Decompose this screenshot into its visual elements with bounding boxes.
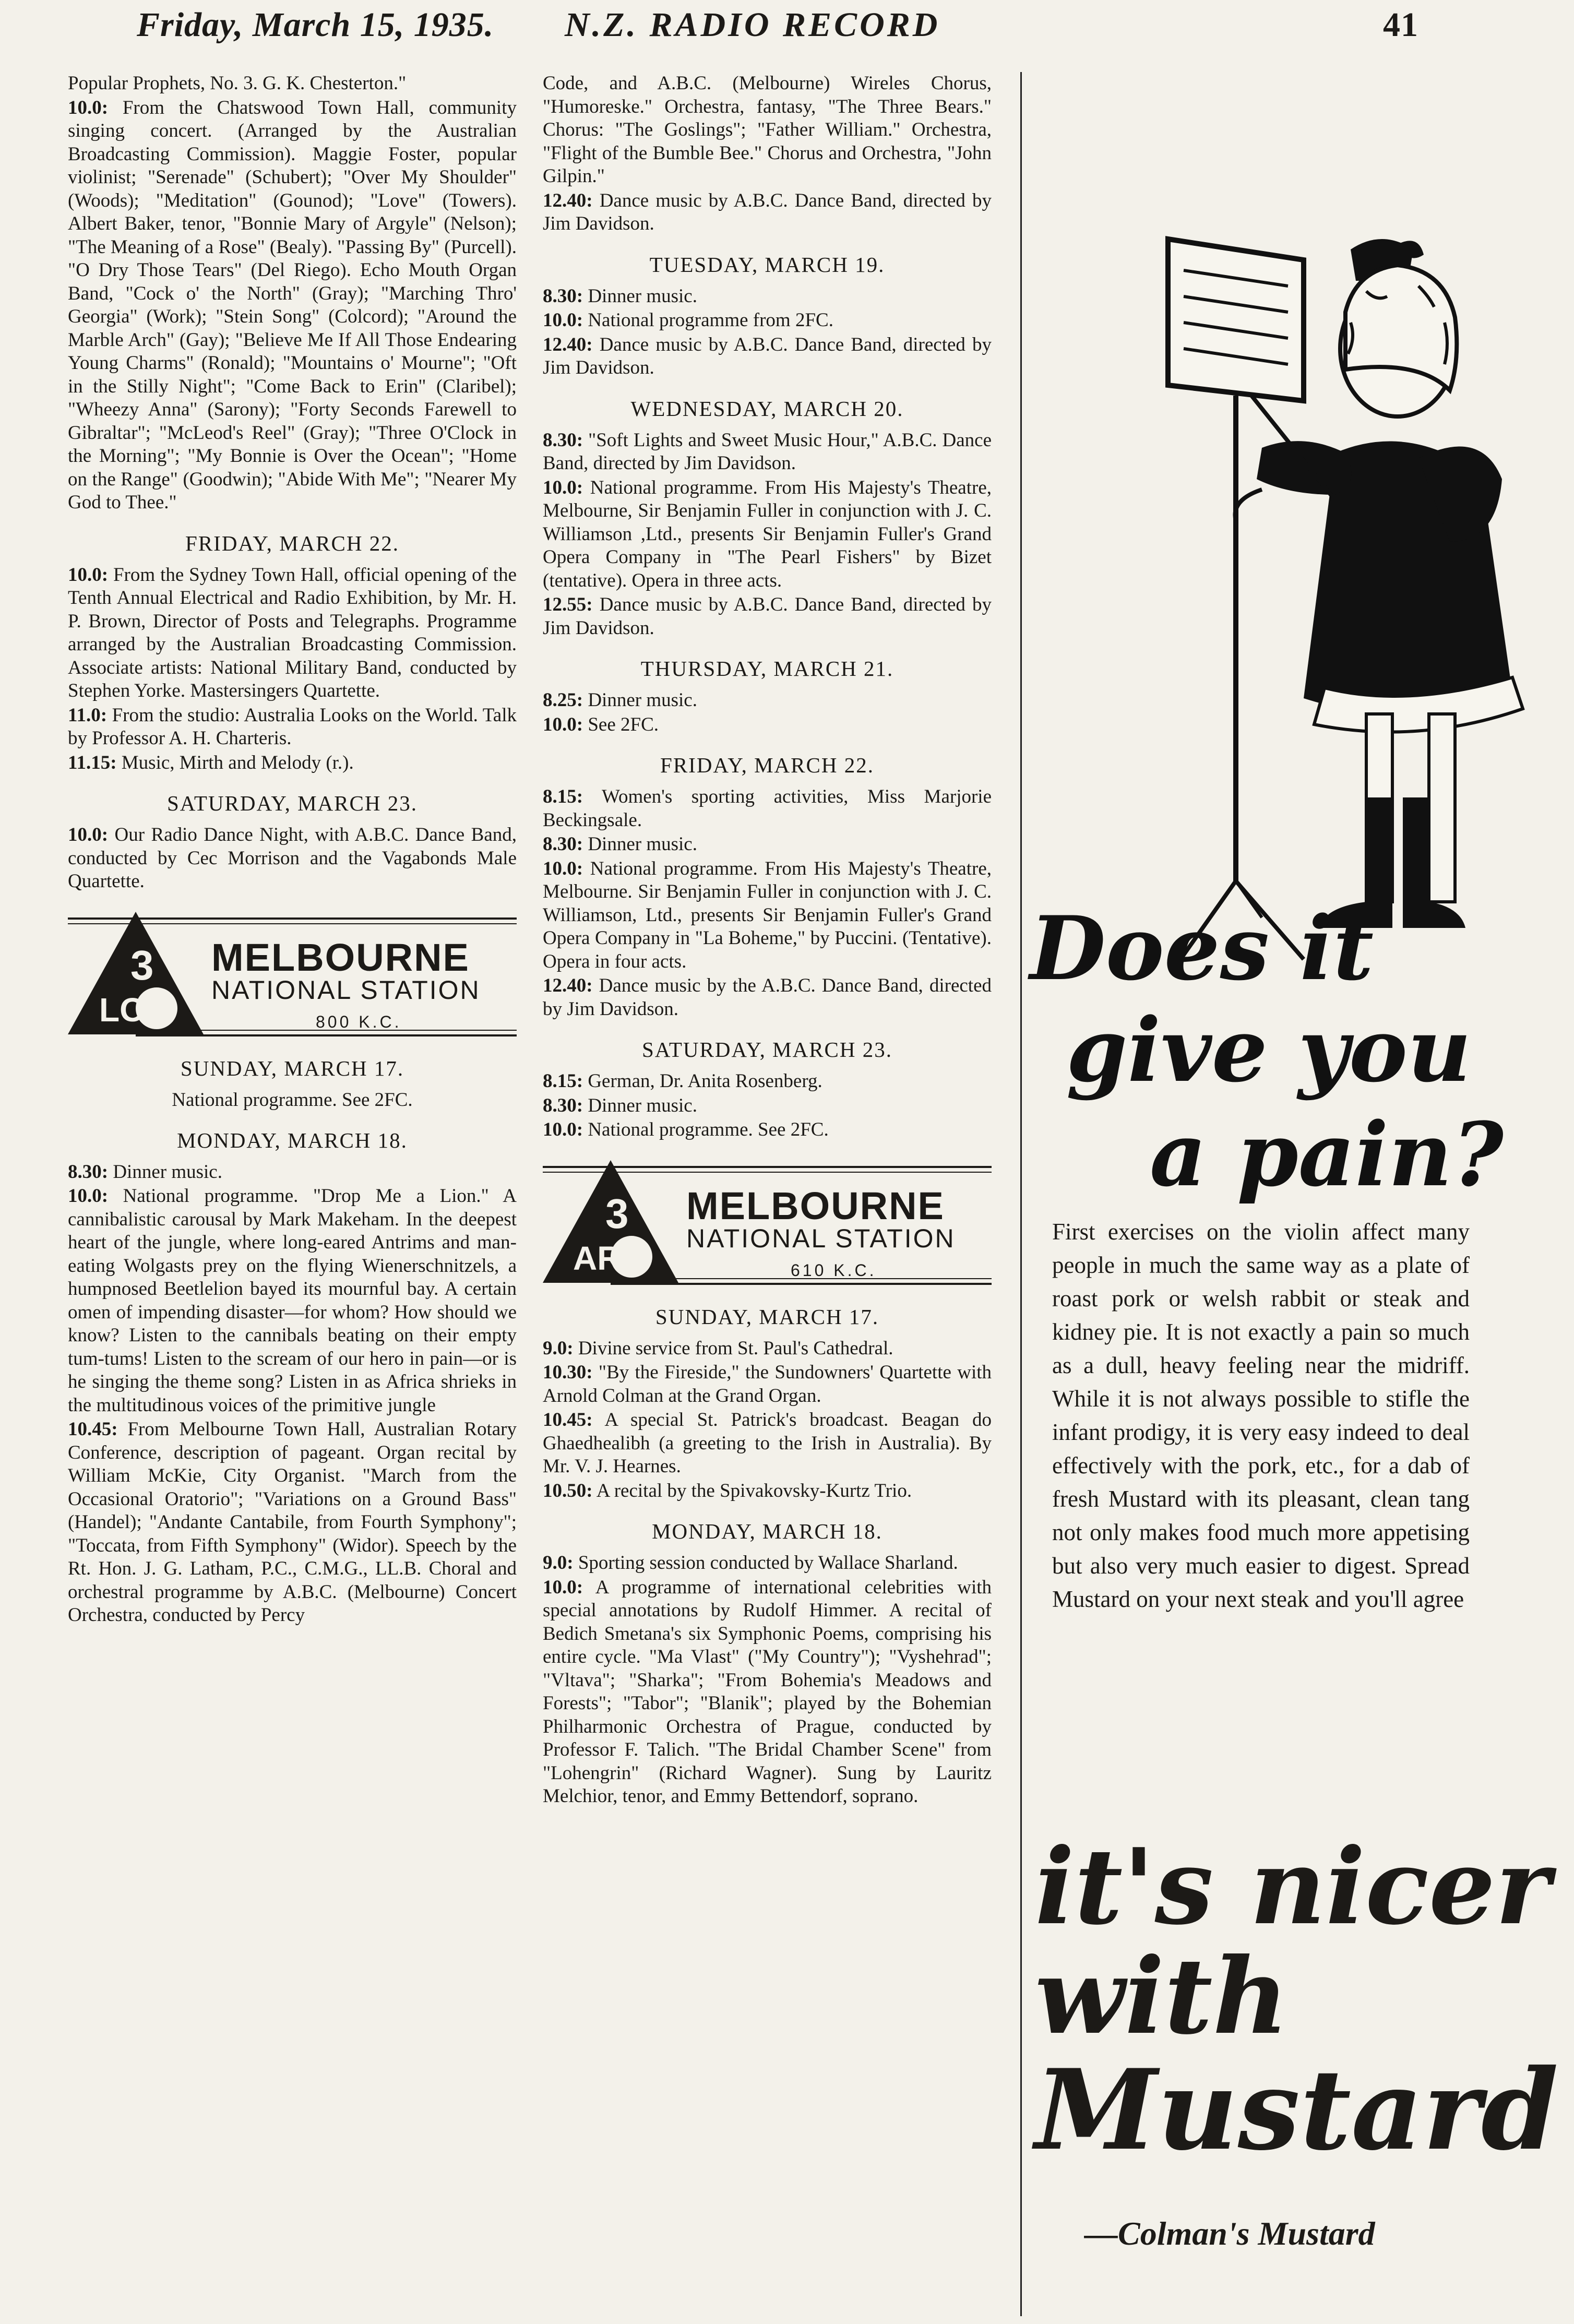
day-heading: TUESDAY, MARCH 19. [649,252,885,277]
programme-time: 10.0: [543,476,583,498]
continued-listings [543,72,992,236]
programme-entry [543,1337,992,1361]
column-1 [68,72,517,1628]
programme-time: 10.30: [543,1362,593,1383]
programme-entry [543,785,992,832]
programme-entry [543,1552,992,1575]
programme-entry [68,1161,517,1184]
programme-text: "By the Fireside," the Sundowners' Quartette with Arnold Colman at the Grand Organ. [543,1362,992,1407]
monday-listings [68,1161,517,1627]
programme-text: Sporting session conducted by Wallace Sharland. [578,1552,958,1574]
ad-headline-line-1: Does it [1030,897,1374,1000]
programme-entry [543,429,992,475]
station-frequency: 800 K.C. [316,1012,402,1031]
ad-headline-line-2: give you [1066,998,1472,1102]
day-heading: SUNDAY, MARCH 17. [655,1304,879,1329]
publication-title: N.Z. RADIO RECORD [565,6,940,44]
programme-time: 12.55: [543,594,593,615]
saturday-listings [543,1070,992,1142]
station-logo-3ar [543,1158,992,1288]
programme-entry [543,1070,992,1093]
programme-time: 10.0: [543,309,583,331]
programme-text: See 2FC. [588,713,659,735]
day-heading: MONDAY, MARCH 18. [652,1519,883,1543]
ad-signature: —Colman's Mustard [1084,2215,1375,2252]
station-logo-3lo [68,909,517,1040]
programme-text: Code, and A.B.C. (Melbourne) Wireles Chorus, "Humoreske." Orchestra, fantasy, "The Three Bears." Chorus: "The Goslings"; "Father William." Orchestra, "Flight of the Bumble Bee." Chorus and Orchestra, "John Gilpin." [543,73,992,187]
day-heading: SUNDAY, MARCH 17. [180,1056,404,1080]
programme-entry [543,974,992,1021]
programme-time: 10.50: [543,1480,593,1501]
day-heading: FRIDAY, MARCH 22. [660,753,874,777]
ad-slogan-line-3: Mustard [1035,2045,1559,2175]
programme-text: From the Chatswood Town Hall, community singing concert. (Arranged by the Australian Broadcasting Commission). Maggie Foster, popular violinist; "Serenade" (Schubert); "Over My Shoulder" (Woods); "Meditation" (Gounod); "Love" (Towers). Albert Baker, tenor, "Bonnie Mary of Argyle" (Nelson); "The Meaning of a Rose" (Bealy). "Passing By" (Purcell). "O Dry Those Tears" (Del Riego). Echo Mouth Organ Band, "Cock o' the North" (Gray); "Marching Thro' Georgia" (Work); "Stein Song" (Colcord); "Around the Marble Arch" (Gay); "Believe Me If All Those Endearing Young Charms" (Ronald); "Mountains o' Mourne"; "Oft in the Stilly Night"; "Come Back to Erin" (Claribel); "Wheezy Anna" (Sarony); "Forty Seconds Farewell to Gibraltar"; "McLeod's Reel" (Gray); "Three O'Clock in the Morning"; "My Bonnie is Over the Ocean"; "Home on the Range" (Goodwin); "Abide With Me"; "Nearer My God to Thee." [68,97,517,513]
station-letters: LO [99,991,146,1029]
programme-text: "Soft Lights and Sweet Music Hour," A.B.C. Dance Band, directed by Jim Davidson. [543,429,992,474]
programme-time: 10.0: [68,564,109,586]
ad-slogan-line-2: with [1035,1935,1289,2058]
programme-time: 8.30: [543,1094,583,1116]
programme-entry [543,309,992,332]
programme-time: 10.0: [68,97,109,118]
programme-entry [543,1094,992,1118]
sunday-listings [543,1337,992,1503]
programme-entry [68,1418,517,1627]
station-number: 3 [130,941,154,988]
programme-text: German, Dr. Anita Rosenberg. [588,1070,822,1092]
programme-entry [68,704,517,750]
programme-text: Divine service from St. Paul's Cathedral. [578,1337,893,1359]
programme-entry [543,1118,992,1142]
programme-text: From Melbourne Town Hall, Australian Rotary Conference, description of pageant. Organ recital by William McKie, City Organist. "March from the Occasional Oratorio"; "Variations on a Ground Bass" (Handel); "Andante Cantabile, from Fourth Symphony"; "Toccata, from Fifth Symphony" (Widor). Speech by the Rt. Hon. J. G. Latham, P.C., C.M.G., LL.B. Choral and orchestral programme by A.B.C. (Melbourne) Concert Orchestra, conducted by Percy [68,1419,517,1626]
programme-text: Dance music by the A.B.C. Dance Band, directed by Jim Davidson. [543,975,992,1020]
programme-text: Popular Prophets, No. 3. G. K. Chesterton." [68,73,407,94]
thursday-listings [543,689,992,736]
programme-time: 12.40: [543,975,593,996]
day-heading: WEDNESDAY, MARCH 20. [630,396,904,421]
programme-text: National programme. See 2FC. [588,1119,829,1140]
programme-entry [543,1361,992,1408]
programme-time: 10.0: [543,713,583,735]
station-name: MELBOURNE [211,935,470,979]
programme-time: 10.0: [543,857,583,879]
programme-time: 8.30: [68,1161,109,1183]
day-heading: FRIDAY, MARCH 22. [185,531,399,555]
ad-slogan-line-1: it's nicer [1035,1826,1551,1948]
programme-entry [543,285,992,308]
day-heading: SATURDAY, MARCH 23. [641,1038,892,1062]
day-heading: SATURDAY, MARCH 23. [166,791,418,815]
programme-entry [543,476,992,593]
programme-entry [543,72,992,188]
programme-time: 11.15: [68,752,117,773]
programme-time: 10.45: [543,1409,593,1431]
programme-text: A special St. Patrick's broadcast. Beagan do Ghaedhealibh (a greeting to the Irish in Australia). By Mr. V. J. Hearnes. [543,1409,992,1477]
programme-time: 10.45: [68,1419,118,1440]
station-subtitle: NATIONAL STATION [211,975,481,1005]
programme-text: From the studio: Australia Looks on the World. Talk by Professor A. H. Charteris. [68,704,517,749]
programme-text: Women's sporting activities, Miss Marjorie Beckingsale. [543,786,992,831]
programme-text: Dinner music. [113,1161,222,1183]
violinist-girl-illustration [1105,229,1539,1011]
wednesday-listings [543,429,992,640]
saturday-listings [68,824,517,893]
programme-time: 8.15: [543,1070,583,1092]
programme-text: Dinner music. [588,1094,697,1116]
programme-entry [68,97,517,515]
programme-entry [68,72,517,96]
programme-entry [543,189,992,236]
programme-time: 8.15: [543,786,583,807]
programme-entry [68,752,517,775]
programme-entry [543,833,992,856]
mustard-advertisement [1020,72,1565,2316]
programme-time: 10.0: [543,1119,583,1140]
sydney-continued [68,72,517,515]
programme-text: Dinner music. [588,833,697,855]
programme-text: Our Radio Dance Night, with A.B.C. Dance Band, conducted by Cec Morrison and the Vagabonds Male Quartette. [68,824,517,892]
programme-text: Dance music by A.B.C. Dance Band, directed by Jim Davidson. [543,189,992,234]
page-number: 41 [1383,6,1418,44]
station-number: 3 [605,1190,629,1237]
programme-time: 11.0: [68,704,108,726]
programme-entry [543,1576,992,1808]
programme-time: 8.30: [543,285,583,307]
programme-entry [543,689,992,712]
station-letters: AR [573,1239,622,1277]
programme-entry [543,857,992,974]
programme-entry [543,713,992,737]
programme-text: National programme from 2FC. [588,309,833,331]
programme-time: 8.30: [543,833,583,855]
friday-listings [543,785,992,1021]
friday-listings [68,564,517,775]
monday-listings [543,1552,992,1808]
programme-text: Dinner music. [588,689,697,711]
programme-time: 9.0: [543,1552,574,1574]
programme-text: Dance music by A.B.C. Dance Band, directed by Jim Davidson. [543,333,992,378]
station-frequency: 610 K.C. [791,1260,877,1280]
programme-text: Dance music by A.B.C. Dance Band, directed by Jim Davidson. [543,594,992,639]
programme-time: 10.0: [68,1185,109,1207]
programme-time: 12.40: [543,189,593,211]
programme-text: A recital by the Spivakovsky-Kurtz Trio. [596,1480,912,1501]
column-2 [543,72,992,1809]
programme-text: From the Sydney Town Hall, official opening of the Tenth Annual Electrical and Radio Exhibition, by Mr. H. P. Brown, Director of Posts and Telegraphs. Programme arranged by the Australian Broadcasting Commission. Associate artists: National Military Band, conducted by Stephen Yorke. Mastersingers Quartette. [68,564,517,701]
ad-headline-line-3: a pain? [1150,1103,1504,1206]
programme-text: National programme. From His Majesty's Theatre, Melbourne. Sir Benjamin Fuller in conjunction with J. C. Williamson, Ltd., presents Sir Benjamin Fuller's Grand Opera Company in "La Boheme," by Puccini. (Tentative). Opera in four acts. [543,857,992,972]
programme-time: 10.0: [68,824,109,845]
programme-time: 8.30: [543,429,583,451]
programme-text: A programme of international celebrities with special annotations by Rudolf Himmer. A recital of Bedich Smetana's six Symphonic Poems, comprising his entire cycle. "Ma Vlast" ("My Country"); "Vyshehrad"; "Vltava"; "Sharka"; "From Bohemia's Meadows and Forests"; "Tabor"; "Blanik"; played by the Bohemian Philharmonic Orchestra of Prague, conducted by Professor F. Talich. "The Bridal Chamber Scene" from "Lohengrin" (Richard Wagner). Sung by Lauritz Melchior, tenor, and Emmy Bettendorf, soprano. [543,1576,992,1807]
programme-entry [68,564,517,703]
programme-entry [543,333,992,380]
tuesday-listings [543,285,992,380]
programme-text: Dinner music. [588,285,697,307]
programme-entry [543,593,992,640]
programme-text: National programme. "Drop Me a Lion." A cannibalistic carousal by Mark Makeham. In the deepest heart of the jungle, where long-eared Antrims and man-eating Wolgasts prey on the flying Wienerschnitzels, a humpnosed Beetlelion bayed its mournful bay. A certain omen of impending disaster—for whom? How should we know? Listen to the cannibals beating on their empty tum-tums! Listen to the scream of our hero in pain—or is he singing the theme song? Listen in as Africa shrieks in the multitudinous voices of the primitive jungle [68,1185,517,1416]
day-heading: MONDAY, MARCH 18. [177,1128,408,1152]
ad-body-copy: First exercises on the violin affect many people in much the same way as a plate of roast pork or welsh rabbit or steak and kidney pie. It is not exactly a pain so much as a dull, heavy feeling near the midriff. While it is not always possible to stifle the infant prodigy, it is very easy indeed to deal effectively with the pork, etc., for a dab of fresh Mustard with its pleasant, clean tang not only makes food much more appetising but also very much easier to digest. Spread Mustard on your next steak and you'll agree [1052,1219,1470,1612]
programme-entry [68,1185,517,1417]
station-name: MELBOURNE [686,1184,945,1227]
programme-entry [543,1409,992,1479]
programme-entry [543,1480,992,1503]
sunday-note: National programme. See 2FC. [172,1089,413,1111]
programme-text: National programme. From His Majesty's Theatre, Melbourne, Sir Benjamin Fuller in conjunction with J. C. Williamson ,Ltd., presents Sir Benjamin Fuller's Grand Opera Company in "The Pearl Fishers" by Bizet (tentative). Opera in three acts. [543,476,992,591]
station-subtitle: NATIONAL STATION [686,1223,956,1253]
programme-time: 9.0: [543,1337,574,1359]
programme-time: 10.0: [543,1576,583,1598]
programme-entry [68,824,517,893]
music-stand [1168,239,1304,970]
day-heading: THURSDAY, MARCH 21. [640,657,894,681]
programme-time: 12.40: [543,333,593,355]
programme-time: 8.25: [543,689,583,711]
issue-date: Friday, March 15, 1935. [137,6,494,44]
programme-text: Music, Mirth and Melody (r.). [121,752,354,773]
